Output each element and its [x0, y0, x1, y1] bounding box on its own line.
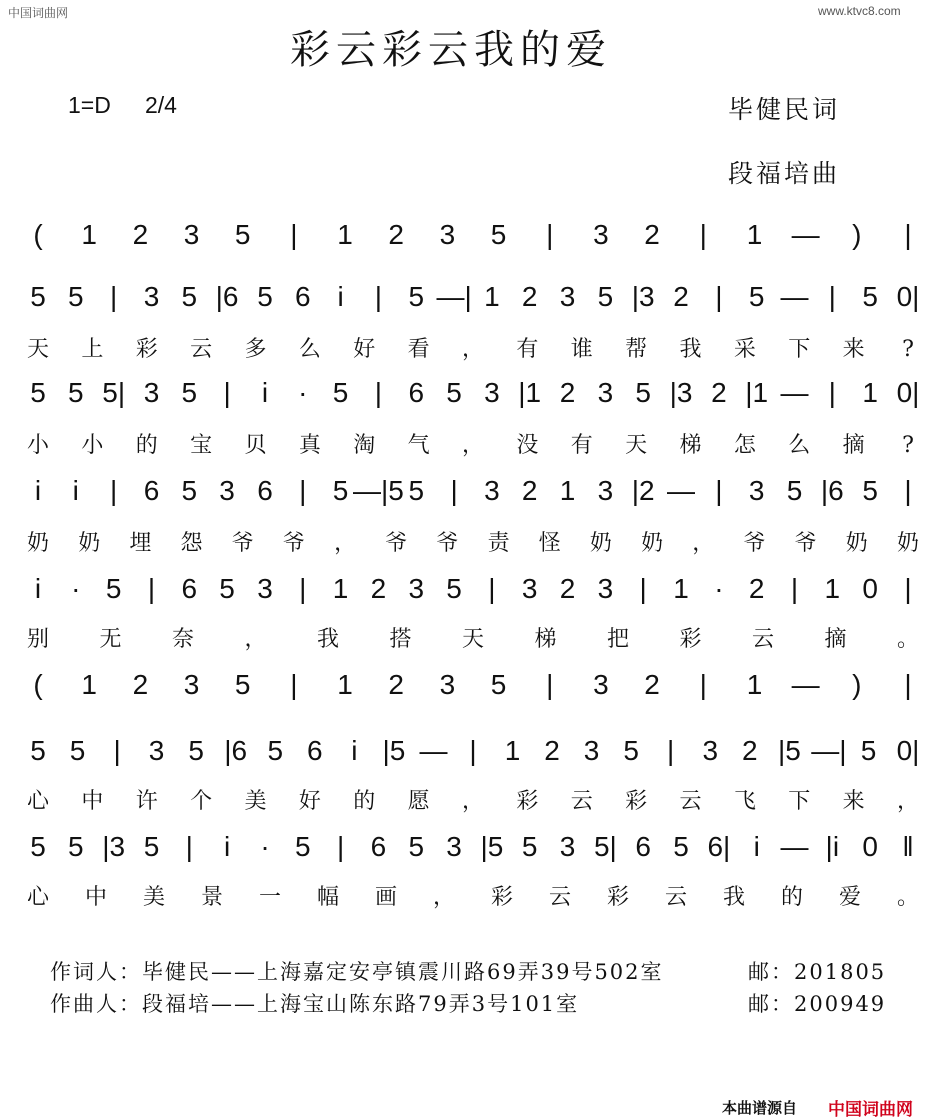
barline: |5 [480, 831, 504, 862]
note: 5 [30, 281, 46, 312]
lyric-char: 别 [26, 627, 50, 652]
note: 0 [862, 831, 878, 862]
watermark-left: 中国词曲网 [8, 6, 69, 20]
lyric-char: 个 [190, 789, 213, 814]
composer-address: 作曲人：段福培——上海宝山陈东路79弄3号101室 [50, 992, 580, 1016]
note: 2 [521, 281, 538, 312]
note: 5 [105, 573, 122, 604]
note: 6 [257, 475, 273, 506]
note: — [780, 377, 809, 408]
lyric-char: 宝 [190, 433, 213, 458]
note: i [261, 377, 269, 408]
lyric-char: 云 [190, 337, 213, 362]
note: — [791, 669, 820, 700]
time-signature: 2/4 [145, 92, 177, 118]
barline: | [667, 735, 675, 766]
lyric-char: 把 [606, 627, 630, 652]
lyric-char: 天 [461, 627, 485, 652]
note: 1 [824, 573, 841, 604]
barline: |i [825, 831, 840, 862]
note: 3 [702, 735, 719, 766]
note: 1 [332, 573, 349, 604]
lyric-char: 上 [81, 337, 104, 362]
note: 1 [862, 377, 878, 408]
note: 5 [635, 377, 651, 408]
note: ( [33, 669, 43, 700]
lyric-char: ， [692, 531, 715, 556]
note: 5 [623, 735, 639, 766]
note: 5 [862, 281, 878, 312]
lyric-char: 美 [244, 789, 267, 814]
lyric-char: 彩 [679, 627, 702, 652]
note: 1 [559, 475, 576, 506]
lyric-char: 爷 [794, 531, 817, 556]
note: — [780, 281, 809, 312]
note: · [298, 377, 308, 408]
note: 2 [388, 219, 404, 250]
note: 2 [644, 669, 660, 700]
barline: |5 [382, 735, 406, 766]
note: 5 [597, 281, 614, 312]
note: 5 [68, 377, 84, 408]
note: 6 [635, 831, 651, 862]
lyric-char: 搭 [389, 627, 412, 652]
note: 3 [748, 475, 765, 506]
note: 5 [68, 281, 84, 312]
barline: | [469, 735, 477, 766]
barline: |6 [224, 735, 248, 766]
note: — [419, 735, 448, 766]
barline: | [546, 669, 554, 700]
lyric-char: 爷 [385, 531, 408, 556]
note: 2 [388, 669, 404, 700]
barline: |1 [518, 377, 542, 408]
lyric-char: 没 [516, 433, 539, 458]
note: · [260, 831, 270, 862]
lyric-char: 采 [733, 337, 756, 362]
lyric-char: 小 [81, 433, 104, 458]
lyric-char: 飞 [733, 789, 756, 814]
note: 2 [132, 219, 149, 250]
note: 2 [748, 573, 765, 604]
lyric-char: ， [461, 433, 485, 458]
barline: |3 [631, 281, 655, 312]
lyric-char: 有 [516, 337, 539, 362]
note: i [337, 281, 344, 312]
note: i [753, 831, 760, 862]
lyricist-credit: 毕健民词 [728, 95, 841, 124]
note: 5 [267, 735, 284, 766]
barline: | [488, 573, 496, 604]
barline: |3 [102, 831, 126, 862]
note: 6 [307, 735, 323, 766]
note: 3 [484, 377, 500, 408]
note: 2 [132, 669, 149, 700]
note: 5 [786, 475, 803, 506]
note: ) [852, 219, 862, 250]
note: 5 [68, 831, 84, 862]
note: 0 [862, 573, 878, 604]
lyric-char: 爱 [838, 885, 862, 910]
lyric-char: 我 [722, 885, 746, 910]
lyric-char: 多 [244, 337, 267, 362]
note: 2 [559, 377, 576, 408]
lyric-char: ? [902, 433, 914, 458]
lyric-char: 有 [570, 433, 593, 458]
note: 5 [408, 475, 425, 506]
barline: | [828, 281, 836, 312]
note: — [667, 475, 695, 506]
barline: —| [811, 735, 847, 766]
composer-credit: 段福培曲 [728, 159, 841, 188]
lyric-char: 下 [788, 789, 811, 814]
barline: 5| [102, 377, 126, 408]
note: 2 [521, 475, 538, 506]
note: 3 [219, 475, 235, 506]
lyric-char: 奶 [896, 531, 920, 556]
note: 5 [181, 377, 198, 408]
note: 2 [370, 573, 387, 604]
lyric-char: 云 [679, 789, 702, 814]
note: 1 [81, 219, 97, 250]
barline: |2 [631, 475, 655, 506]
barline: | [299, 475, 307, 506]
lyric-char: 彩 [490, 885, 514, 910]
note: — [780, 831, 809, 862]
lyric-char: ? [902, 337, 914, 362]
lyric-char: 心 [26, 885, 50, 910]
note: 3 [484, 475, 500, 506]
barline: | [336, 831, 345, 862]
lyric-char: 淘 [353, 433, 376, 458]
note: i [72, 475, 79, 506]
note: —|5 [352, 475, 404, 506]
note: 5 [234, 669, 251, 700]
lyric-char: 气 [407, 433, 430, 458]
lyric-char: 奈 [171, 627, 195, 652]
barline: | [299, 573, 307, 604]
lyric-char: 来 [842, 337, 865, 362]
note: 5 [69, 735, 86, 766]
barline: ‖ [902, 831, 914, 862]
barline: | [110, 281, 118, 312]
composer-postcode: 邮：200949 [748, 992, 887, 1016]
note: 2 [711, 377, 727, 408]
note: 5 [30, 735, 46, 766]
barline: | [639, 573, 647, 604]
lyric-char: 。 [896, 627, 920, 652]
lyric-char: 好 [298, 789, 321, 814]
lyric-char: 奶 [26, 531, 50, 556]
note: 5 [408, 281, 425, 312]
note: 5 [673, 831, 689, 862]
note: 3 [593, 669, 609, 700]
barline: | [904, 475, 912, 506]
barline: |1 [745, 377, 769, 408]
note: 5 [332, 475, 349, 506]
barline: |3 [669, 377, 693, 408]
note: 3 [593, 219, 609, 250]
lyric-char: 小 [26, 433, 50, 458]
barline: 5| [593, 831, 617, 862]
note: 6 [143, 475, 160, 506]
note: 2 [559, 573, 576, 604]
note: 1 [746, 669, 763, 700]
note: 1 [337, 219, 353, 250]
note: ) [852, 669, 862, 700]
lyric-char: 爷 [743, 531, 766, 556]
lyric-char: ， [461, 789, 485, 814]
note: i [34, 573, 42, 604]
lyric-char: 的 [780, 885, 804, 910]
note: 1 [673, 573, 689, 604]
lyric-char: 中 [81, 789, 104, 814]
lyric-char: 么 [298, 337, 321, 362]
note: 3 [143, 377, 160, 408]
note: 5 [219, 573, 235, 604]
barline: | [715, 475, 723, 506]
lyric-char: 谁 [570, 337, 593, 362]
note: 2 [644, 219, 660, 250]
lyric-char: 云 [664, 885, 688, 910]
lyric-char: 好 [353, 337, 376, 362]
lyric-char: 天 [625, 433, 648, 458]
note: 3 [446, 831, 462, 862]
note: 3 [183, 669, 200, 700]
lyric-char: 下 [788, 337, 811, 362]
barline: |6 [820, 475, 844, 506]
lyric-char: 云 [570, 789, 593, 814]
lyric-char: 心 [26, 789, 50, 814]
barline: | [699, 219, 707, 250]
note: 5 [446, 377, 462, 408]
lyric-char: 真 [298, 433, 321, 458]
lyric-char: 摘 [824, 627, 847, 652]
barline: | [113, 735, 121, 766]
note: · [71, 573, 81, 604]
note: 3 [583, 735, 600, 766]
note: 3 [143, 281, 160, 312]
lyric-char: 梯 [679, 433, 702, 458]
note: 1 [746, 219, 763, 250]
barline: 6| [707, 831, 731, 862]
lyric-char: 看 [407, 337, 430, 362]
lyric-char: 彩 [606, 885, 630, 910]
lyric-char: ， [896, 789, 920, 814]
lyric-char: 贝 [244, 433, 267, 458]
barline: | [904, 219, 912, 250]
lyric-char: 彩 [135, 337, 158, 362]
barline: |6 [215, 281, 239, 312]
lyric-char: 景 [200, 885, 224, 910]
note: 6 [181, 573, 198, 604]
note: 5 [181, 281, 198, 312]
lyric-char: 怪 [538, 531, 561, 556]
lyric-char: 彩 [625, 789, 648, 814]
barline: | [904, 669, 912, 700]
lyric-char: ， [461, 337, 485, 362]
lyric-char: 云 [751, 627, 775, 652]
note: 5 [143, 831, 160, 862]
watermark-right: www.ktvc8.com [818, 4, 901, 18]
note: ( [33, 219, 43, 250]
note: 1 [337, 669, 353, 700]
lyric-char: 一 [258, 885, 282, 910]
note: 5 [408, 831, 425, 862]
note: 3 [439, 669, 456, 700]
barline: | [290, 669, 298, 700]
note: 3 [148, 735, 165, 766]
lyric-char: 云 [548, 885, 572, 910]
note: 5 [188, 735, 204, 766]
lyric-char: 的 [353, 789, 376, 814]
lyric-char: ， [244, 627, 267, 652]
barline: | [147, 573, 156, 604]
barline: | [715, 281, 723, 312]
barline: 0| [896, 735, 920, 766]
barline: | [790, 573, 799, 604]
barline: | [223, 377, 231, 408]
barline: | [450, 475, 458, 506]
note: 5 [490, 219, 507, 250]
note: 5 [860, 735, 877, 766]
note: — [791, 219, 820, 250]
note: 3 [597, 475, 614, 506]
note: 5 [446, 573, 462, 604]
barline: | [185, 831, 193, 862]
lyric-char: 帮 [625, 337, 648, 362]
note: 3 [257, 573, 273, 604]
note: 3 [521, 573, 538, 604]
lyric-char: 我 [316, 627, 340, 652]
note: 5 [257, 281, 273, 312]
note: 6 [295, 281, 311, 312]
lyric-char: 怨 [180, 531, 203, 556]
barline: 0| [896, 377, 920, 408]
note: 3 [559, 281, 576, 312]
lyric-char: ， [432, 885, 456, 910]
note: · [714, 573, 724, 604]
song-title: 彩云彩云我的爱 [290, 27, 612, 73]
lyric-char: 美 [142, 885, 166, 910]
lyric-char: 奶 [589, 531, 612, 556]
lyricist-postcode: 邮：201805 [748, 960, 887, 984]
barline: | [374, 377, 383, 408]
note: 3 [597, 377, 614, 408]
lyric-char: 。 [896, 885, 920, 910]
lyric-char: 么 [788, 433, 811, 458]
lyric-char: 我 [679, 337, 702, 362]
source-site-logo[interactable]: 中国词曲网 [828, 1100, 913, 1119]
lyric-char: 奶 [641, 531, 664, 556]
barline: | [110, 475, 118, 506]
note: 1 [484, 281, 500, 312]
barline: |5 [777, 735, 801, 766]
lyricist-address: 作词人：毕健民——上海嘉定安亭镇震川路69弄39号502室 [50, 960, 664, 984]
note: 3 [597, 573, 614, 604]
note: 5 [30, 831, 46, 862]
note: 5 [490, 669, 507, 700]
lyric-char: 爷 [231, 531, 254, 556]
note: 6 [408, 377, 425, 408]
barline: | [290, 219, 298, 250]
lyric-char: ， [334, 531, 357, 556]
barline: | [904, 573, 912, 604]
key-signature: 1=D [68, 92, 111, 118]
lyric-char: 梯 [534, 627, 557, 652]
lyric-char: 奶 [845, 531, 868, 556]
note: 2 [673, 281, 689, 312]
lyric-char: 幅 [316, 885, 340, 910]
lyric-char: 愿 [407, 789, 430, 814]
note: 3 [183, 219, 200, 250]
note: 6 [370, 831, 387, 862]
note: 3 [559, 831, 576, 862]
note: 3 [408, 573, 425, 604]
barline: —| [436, 281, 472, 312]
note: 5 [521, 831, 538, 862]
lyric-char: 天 [26, 337, 50, 362]
note: 5 [862, 475, 878, 506]
barline: 0| [896, 281, 920, 312]
lyric-char: 来 [842, 789, 865, 814]
barline: | [546, 219, 554, 250]
lyric-char: 奶 [78, 531, 101, 556]
lyric-char: 彩 [516, 789, 539, 814]
lyric-char: 责 [487, 531, 510, 556]
source-label: 本曲谱源自 [722, 1100, 798, 1117]
note: 3 [439, 219, 456, 250]
note: 1 [81, 669, 97, 700]
note: 5 [332, 377, 349, 408]
lyric-char: 埋 [129, 531, 152, 556]
lyric-char: 爷 [436, 531, 459, 556]
note: 2 [544, 735, 560, 766]
note: i [34, 475, 42, 506]
lyric-char: 许 [135, 789, 158, 814]
note: 5 [234, 219, 251, 250]
lyric-char: 中 [84, 885, 108, 910]
note: 5 [181, 475, 198, 506]
note: i [223, 831, 231, 862]
lyric-char: 怎 [733, 433, 756, 458]
note: 5 [30, 377, 46, 408]
lyric-char: 摘 [842, 433, 865, 458]
barline: | [828, 377, 836, 408]
lyric-char: 画 [374, 885, 398, 910]
note: 1 [504, 735, 521, 766]
note: 2 [742, 735, 758, 766]
lyric-char: 的 [135, 433, 158, 458]
note: 5 [748, 281, 765, 312]
barline: | [699, 669, 707, 700]
lyric-char: 无 [99, 627, 122, 652]
note: 5 [295, 831, 311, 862]
note: i [351, 735, 358, 766]
barline: | [374, 281, 383, 312]
lyric-char: 爷 [282, 531, 305, 556]
